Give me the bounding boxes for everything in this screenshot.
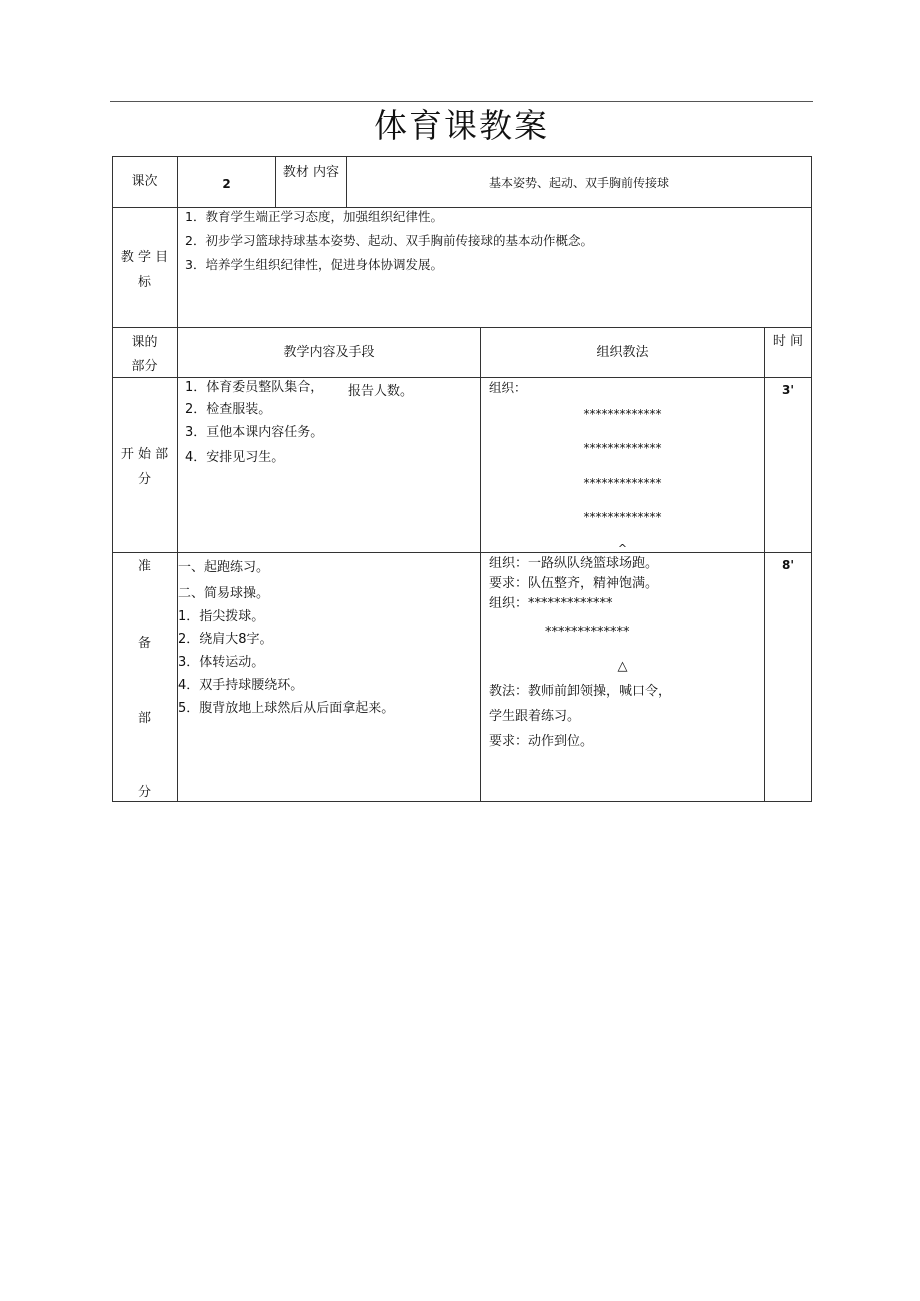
content-column-header: 教学内容及手段 [283,345,375,360]
row-divider [112,377,812,378]
page-title: 体育课教案 [374,106,549,145]
top-rule [110,101,813,102]
prep-method-line: 教法：教师前卸领操，喊口令， [489,684,672,699]
part-column-header: 部分 [131,359,158,374]
prep-content-item: 5．腹背放地上球然后从后面拿起来。 [178,701,395,716]
table-border-right [811,156,812,802]
time-column-header: 时 间 [772,334,804,349]
start-method-label: 组织： [489,380,527,395]
prep-section-label-char: 分 [137,785,151,800]
table-border-top [112,156,812,157]
start-content-item: 3．亘他本课内容任务。 [185,425,324,440]
formation-row: ************* [583,510,662,524]
prep-method-line: 组织：************* [489,596,613,611]
objective-item: 1．教育学生端正学习态度，加强组织纪律性。 [185,209,443,224]
lesson-plan-table [112,156,812,802]
prep-content-item: 2．绕肩大8字。 [178,632,273,647]
start-time: 3' [781,383,795,397]
objectives-label: 标 [137,275,151,290]
prep-method-line: 要求：队伍整齐，精神饱满。 [489,576,659,591]
prep-content-item: 3．体转运动。 [178,655,265,670]
start-content-item: 1．体育委员整队集合， [185,380,324,395]
row-divider [112,327,812,328]
objective-item: 2．初步学习篮球持球基本姿势、起动、双手胸前传接球的基本动作概念。 [185,233,593,248]
objective-item: 3．培养学生组织纪律性，促进身体协调发展。 [185,257,443,272]
start-content-item: 2．检查服装。 [185,402,272,417]
prep-time: 8' [781,558,795,572]
prep-content-item: 1．指尖拨球。 [178,609,265,624]
prep-method-line: 组织：一路纵队绕篮球场跑。 [489,556,659,571]
objectives-label: 教 学 目 [120,250,169,265]
lesson-value: 2 [222,177,231,191]
prep-content-item: 二、简易球操。 [178,586,270,601]
prep-section-label-char: 部 [137,711,151,726]
prep-method-line: 要求：动作到位。 [489,734,594,749]
start-content-item: 4．安排见习生。 [185,450,285,465]
start-content-extra: 报告人数。 [348,384,414,399]
start-section-label: 分 [137,472,151,487]
teacher-mark: ^ [617,542,628,555]
formation-row: ************* [583,441,662,455]
table-border-bottom [112,801,812,802]
method-column-header: 组织教法 [596,345,649,360]
row-divider [112,207,812,208]
prep-section-label-char: 准 [137,559,151,574]
part-column-header: 课的 [131,335,158,350]
prep-method-line: ************* [545,625,630,640]
teacher-triangle-icon: △ [617,659,628,674]
material-label: 教材 内容 [282,165,340,180]
prep-content-item: 一、起跑练习。 [178,560,270,575]
col-divider [275,156,276,208]
prep-section-label-char: 备 [137,636,151,651]
material-value: 基本姿势、起动、双手胸前传接球 [488,176,669,190]
start-section-label: 开 始 部 [120,447,169,462]
prep-content-item: 4．双手持球腰绕环。 [178,678,304,693]
formation-row: ************* [583,407,662,421]
col-divider [480,327,481,802]
formation-row: ************* [583,476,662,490]
lesson-label: 课次 [131,174,158,189]
prep-method-line: 学生跟着练习。 [489,709,581,724]
